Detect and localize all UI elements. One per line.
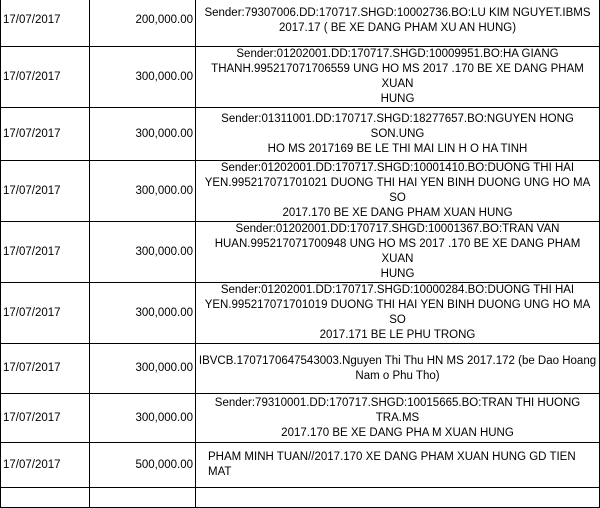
description-line: Sender:79310001.DD:170717.SHGD:10015665.BO:TRAN THI HUONG TRA.MS: [214, 396, 581, 424]
description-line: Sender:01202001.DD:170717.SHGD:10009951.BO:HA GIANG: [236, 48, 559, 60]
description-cell: [196, 222, 600, 283]
description-line: Sender:01202001.DD:170717.SHGD:10000284.BO:DUONG THI HAI: [220, 284, 575, 296]
date-cell: 17/07/2017: [1, 108, 90, 161]
description-cell: [196, 283, 600, 344]
amount-cell: 300,000.00: [90, 108, 196, 161]
amount-cell: 200,000.00: [90, 0, 196, 47]
description-line: 2017.171 BE LE PHU TRONG: [319, 329, 476, 341]
description-cell: [196, 394, 600, 443]
table-row: [1, 108, 600, 161]
date-cell: 17/07/2017: [1, 394, 90, 443]
table-row: [1, 0, 600, 47]
description-line: Sender:01311001.DD:170717.SHGD:18277657.BO:NGUYEN HONG SON.UNG: [221, 112, 574, 140]
date-cell: 17/07/2017: [1, 443, 90, 488]
description-cell: [196, 108, 600, 161]
amount-cell: 300,000.00: [90, 47, 196, 108]
transaction-table-body: [1, 0, 600, 508]
table-row: [1, 488, 600, 508]
description-line: Nam o Phu Tho): [355, 369, 440, 382]
date-cell: 17/07/2017: [1, 0, 90, 47]
description-line: 2017.170 BE XE DANG PHAM XUAN HUNG: [282, 207, 513, 219]
description-line: 2017.17 ( BE XE DANG PHAM XU AN HUNG): [278, 21, 517, 34]
amount-cell: [90, 488, 196, 508]
description-cell: [196, 161, 600, 222]
date-cell: [1, 488, 90, 508]
description-line: IBVCB.1707170647543003.Nguyen Thi Thu HN MS 2017.172 (be Dao Hoang: [198, 354, 597, 367]
amount-cell: 300,000.00: [90, 161, 196, 222]
table-row: [1, 394, 600, 443]
description-line: Sender:79307006.DD:170717.SHGD:10002736.BO:LU KIM NGUYET.IBMS: [204, 6, 591, 19]
description-cell: [196, 344, 600, 394]
amount-cell: 500,000.00: [90, 443, 196, 488]
description-line: HUNG: [380, 93, 415, 105]
description-line: Sender:01202001.DD:170717.SHGD:10001367.BO:TRAN VAN: [235, 223, 560, 235]
table-row: [1, 443, 600, 488]
table-row: [1, 222, 600, 283]
table-row: [1, 47, 600, 108]
description-line: 2017.170 BE XE DANG PHA M XUAN HUNG: [281, 426, 514, 439]
description-cell: [196, 47, 600, 108]
date-cell: 17/07/2017: [1, 283, 90, 344]
amount-cell: 300,000.00: [90, 283, 196, 344]
description-line: HO MS 2017169 BE LE THI MAI LIN H O HA TINH: [267, 142, 528, 155]
date-cell: 17/07/2017: [1, 344, 90, 394]
description-line: YEN.995217071701019 DUONG THI HAI YEN BINH DUONG UNG HO MA SO: [204, 299, 591, 326]
amount-cell: 300,000.00: [90, 344, 196, 394]
description-line: Sender:01202001.DD:170717.SHGD:10001410.BO:DUONG THI HAI: [220, 162, 575, 174]
table-row: [1, 344, 600, 394]
description-cell: [196, 0, 600, 47]
description-line: HUAN.995217071700948 UNG HO MS 2017 .170 BE XE DANG PHAM XUAN: [214, 238, 581, 265]
table-row: [1, 283, 600, 344]
description-line: PHAM MINH TUAN//2017.170 XE DANG PHAM XUAN HUNG GD TIEN MAT: [208, 451, 576, 478]
description-cell: [196, 488, 600, 508]
description-line: YEN.995217071701021 DUONG THI HAI YEN BINH DUONG UNG HO MA SO: [204, 177, 591, 204]
description-line: THANH.995217071706559 UNG HO MS 2017 .170 BE XE DANG PHAM XUAN: [211, 63, 584, 90]
table-row: [1, 161, 600, 222]
date-cell: 17/07/2017: [1, 47, 90, 108]
amount-cell: 300,000.00: [90, 222, 196, 283]
date-cell: 17/07/2017: [1, 222, 90, 283]
description-line: HUNG: [380, 268, 415, 280]
date-cell: 17/07/2017: [1, 161, 90, 222]
amount-cell: 300,000.00: [90, 394, 196, 443]
description-cell: [196, 443, 600, 488]
